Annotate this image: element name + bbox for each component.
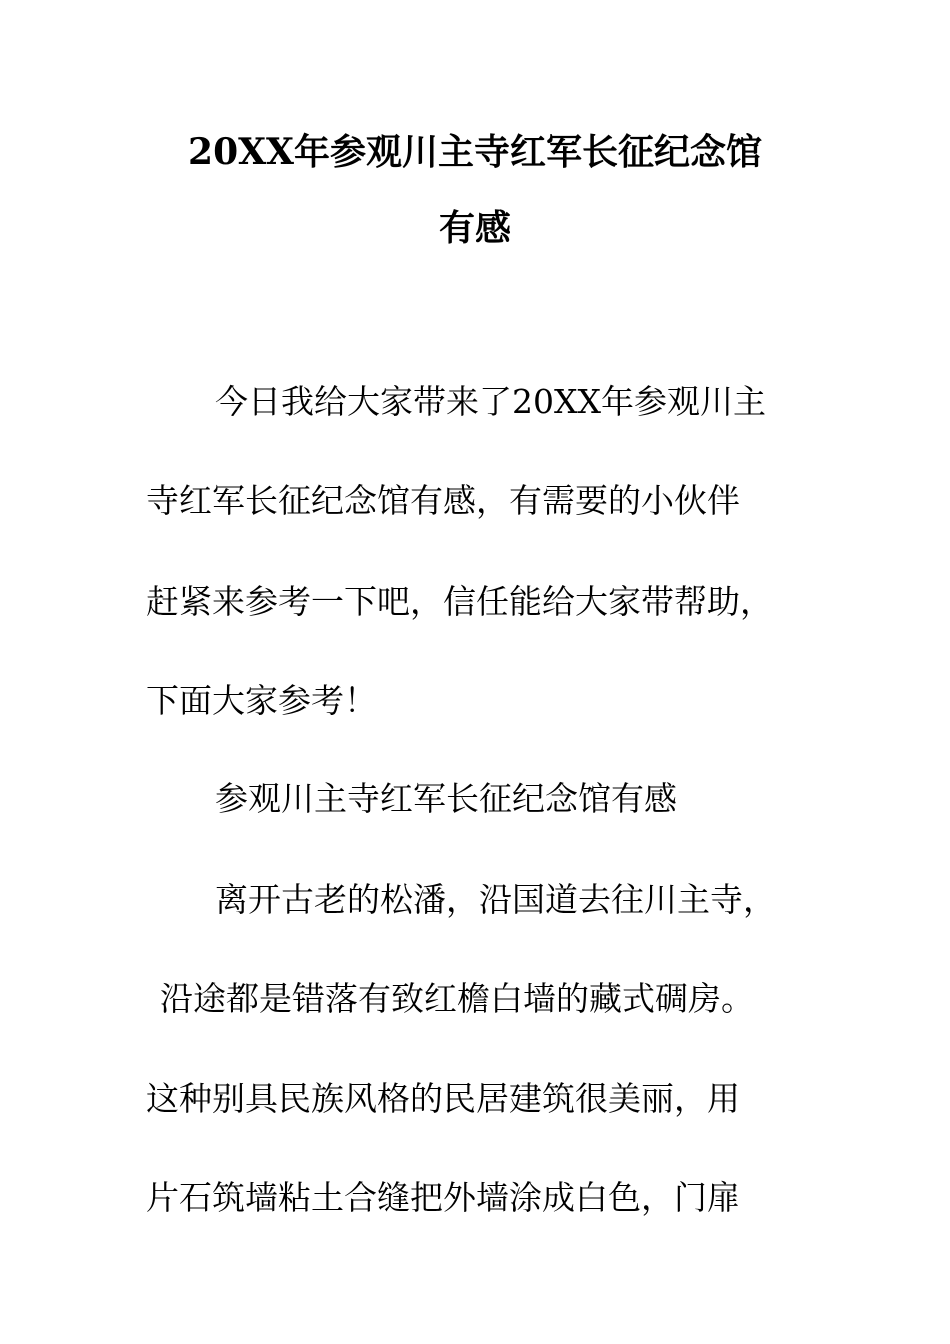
body-line-9: 片石筑墙粘土合缝把外墙涂成白色，门扉 [146,1178,740,1217]
body-line-7: 沿途都是错落有致红檐白墙的藏式碉房。 [160,979,754,1018]
section-heading: 参观川主寺红军长征纪念馆有感 [215,779,677,818]
body-line-3: 赶紧来参考一下吧，信任能给大家带帮助， [146,582,773,621]
body-line-1: 今日我给大家带来了20XX年参观川主 [215,382,766,421]
body-line-8: 这种别具民族风格的民居建筑很美丽，用 [146,1079,740,1118]
body-line-6: 离开古老的松潘，沿国道去往川主寺， [215,880,776,919]
document-title-line-2: 有感 [438,207,511,249]
document-title-line-1: 20XX年参观川主寺红军长征纪念馆 [188,131,762,173]
body-line-4: 下面大家参考！ [146,681,377,720]
body-line-2: 寺红军长征纪念馆有感，有需要的小伙伴 [146,481,740,520]
